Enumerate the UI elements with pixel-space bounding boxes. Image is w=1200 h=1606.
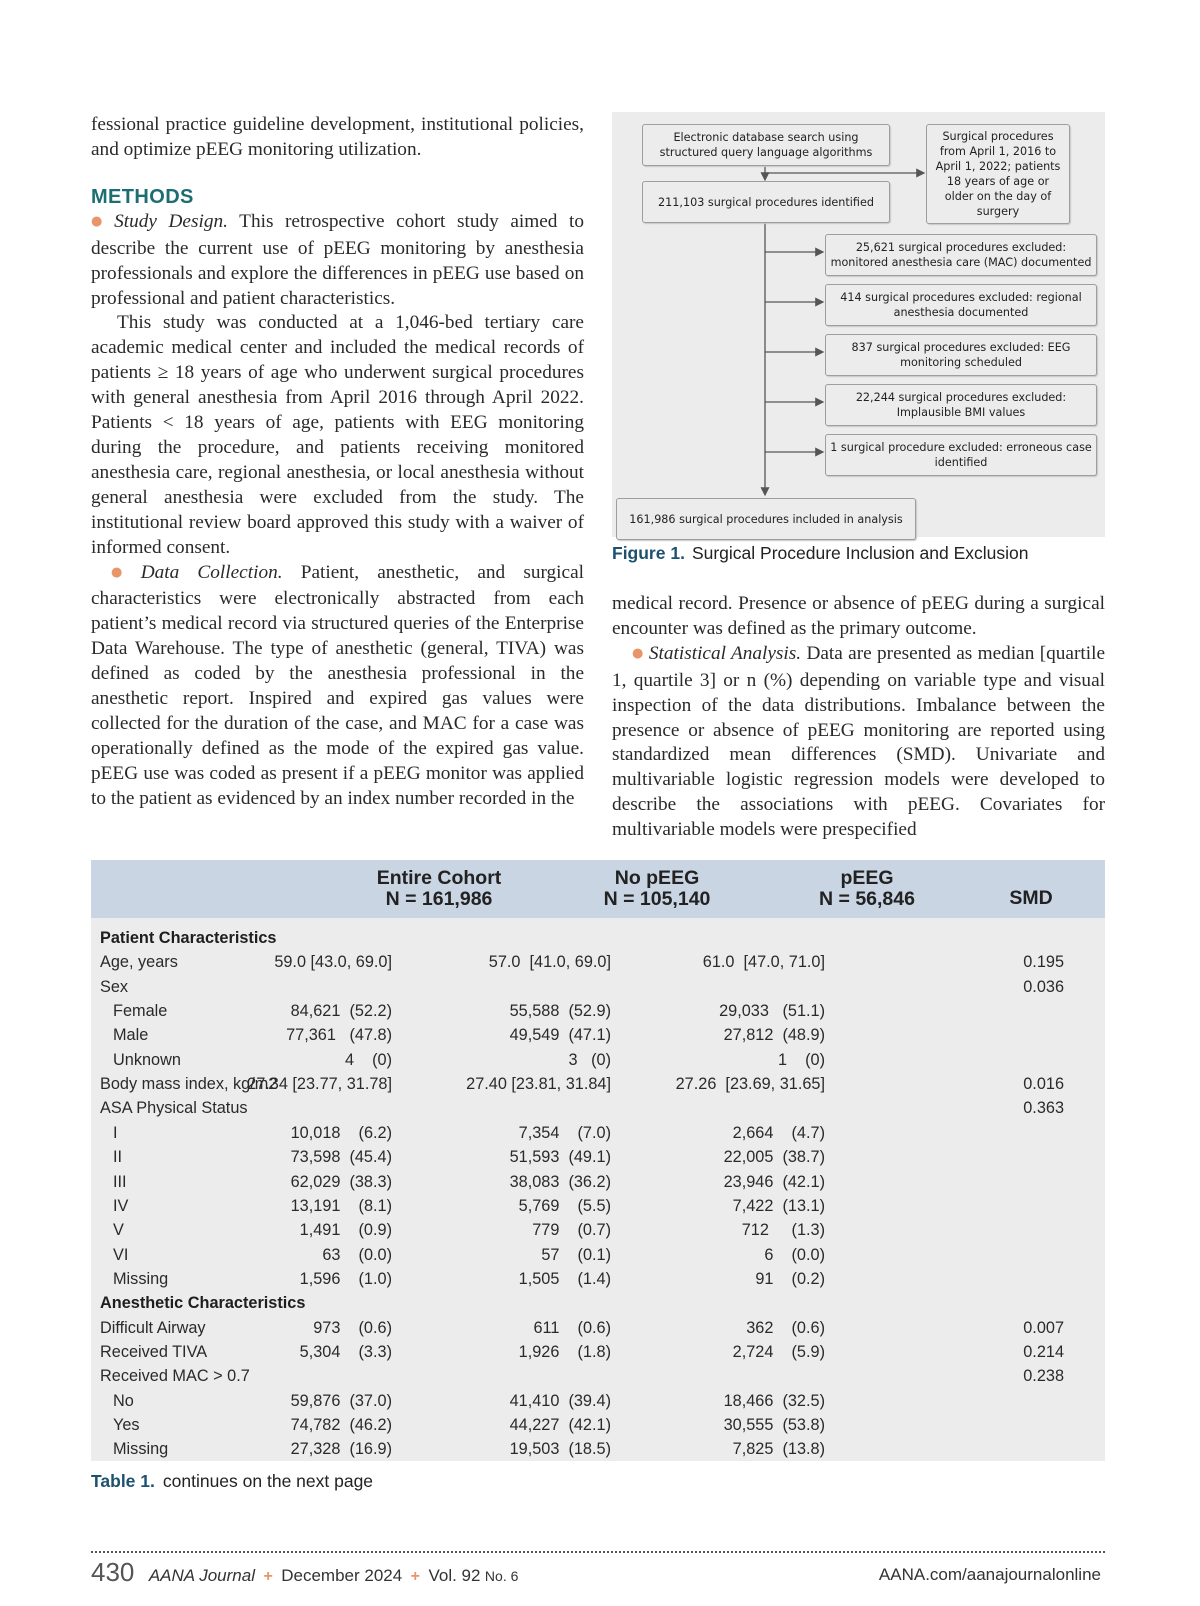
box-exclusion-erroneous: 1 surgical procedure excluded: erroneous case identified	[825, 434, 1097, 476]
left-text-column	[91, 113, 584, 812]
table-row	[91, 1413, 1105, 1438]
table-caption-text: continues on the next page	[162, 1471, 374, 1491]
outcome-paragraph: medical record. Presence or absence of pEEG during a surgical encounter was defined as the primary outcome.	[612, 593, 1105, 639]
row-label: I	[113, 1123, 118, 1142]
cell-peeg: 362 (0.6)	[746, 1318, 825, 1337]
row-label: Anesthetic Characteristics	[100, 1294, 306, 1313]
row-label: No	[113, 1391, 134, 1410]
bullet-icon: ●	[111, 564, 136, 580]
row-label: V	[113, 1221, 124, 1240]
statistical-analysis-body: Data are presented as median [quartile 1, quartile 3] or n (%) depending on variable type and visual inspection of the data distributions. Imbalance between the presence or absence of pEEG monitoring are reported using standardized mean differences (SMD). Univariate and multivariable logistic regression models were developed to describe the associations with pEEG. Covariates for multivariable models were prespecified	[612, 642, 1106, 841]
cell-entire-cohort: 973 (0.6)	[313, 1318, 392, 1337]
header-peeg	[787, 868, 947, 910]
box-inclusion-criteria: Surgical procedures from April 1, 2016 to April 1, 2022; patients 18 years of age or older on the day of surgery	[926, 124, 1070, 224]
cell-entire-cohort: 73,598 (45.4)	[290, 1148, 392, 1167]
cell-peeg: 6 (0.0)	[764, 1245, 825, 1264]
row-label: Male	[113, 1026, 149, 1045]
data-collection-paragraph	[91, 561, 584, 812]
box-procedures-identified: 211,103 surgical procedures identified	[642, 181, 890, 223]
table-row	[91, 999, 1105, 1024]
statistical-analysis-paragraph	[612, 642, 1105, 843]
study-design-body: This retrospective cohort study aimed to describe the current use of pEEG monitoring by anesthesia professionals and explore the differences in pEEG use based on professional and patient characteristics.	[91, 210, 584, 309]
table-row	[91, 975, 1105, 1000]
cell-entire-cohort: 4 (0)	[344, 1050, 392, 1069]
cell-entire-cohort: 1,596 (1.0)	[299, 1269, 392, 1288]
separator-icon: +	[410, 1568, 421, 1585]
cell-peeg: 2,664 (4.7)	[732, 1123, 825, 1142]
table-row	[91, 1121, 1105, 1146]
cell-peeg: 7,825 (13.8)	[732, 1440, 825, 1459]
table-row	[91, 1072, 1105, 1097]
table-row	[91, 950, 1105, 975]
right-text-column	[612, 592, 1105, 843]
cell-no-peeg: 1,926 (1.8)	[518, 1342, 611, 1361]
box-exclusion-regional: 414 surgical procedures excluded: regional anesthesia documented	[825, 284, 1097, 326]
cell-entire-cohort: 84,621 (52.2)	[290, 1002, 392, 1021]
cell-entire-cohort: 74,782 (46.2)	[290, 1416, 392, 1434]
row-label: II	[113, 1148, 123, 1167]
cell-no-peeg: 27.40 [23.81, 31.84]	[466, 1075, 611, 1094]
table-section-row	[91, 1291, 1105, 1316]
cell-entire-cohort: 13,191 (8.1)	[290, 1196, 392, 1215]
table-row	[91, 1096, 1105, 1121]
cell-no-peeg: 44,227 (42.1)	[509, 1416, 611, 1434]
cell-smd: 0.007	[1023, 1318, 1064, 1337]
cell-entire-cohort: 77,361 (47.8)	[286, 1026, 392, 1045]
page-footer	[91, 1557, 1105, 1588]
row-label: ASA Physical Status	[100, 1099, 248, 1118]
header-entire-cohort-n: N = 161,986	[385, 888, 493, 910]
row-label: Age, years	[100, 953, 178, 972]
cell-no-peeg: 5,769 (5.5)	[518, 1196, 611, 1215]
cell-peeg: 1 (0)	[777, 1050, 825, 1069]
box-exclusion-bmi: 22,244 surgical procedures excluded: Implausible BMI values	[825, 384, 1097, 426]
table-section-row	[91, 926, 1105, 951]
row-label: Missing	[113, 1440, 169, 1459]
cell-smd: 0.214	[1023, 1342, 1064, 1361]
header-entire-cohort	[359, 868, 519, 910]
cell-no-peeg: 41,410 (39.4)	[509, 1391, 611, 1410]
cell-smd: 0.195	[1023, 953, 1064, 972]
cell-entire-cohort: 27,328 (16.9)	[290, 1440, 392, 1459]
row-label: Unknown	[113, 1050, 181, 1069]
intro-paragraph: fessional practice guideline development, institutional policies, and optimize pEEG monitoring utilization.	[91, 114, 584, 160]
cell-entire-cohort: 62,029 (38.3)	[290, 1172, 392, 1191]
page-number: 430	[91, 1557, 135, 1587]
cell-peeg: 30,555 (53.8)	[723, 1416, 825, 1434]
cell-entire-cohort: 10,018 (6.2)	[290, 1123, 392, 1142]
cell-peeg: 2,724 (5.9)	[732, 1342, 825, 1361]
cell-no-peeg: 38,083 (36.2)	[509, 1172, 611, 1191]
cell-entire-cohort: 5,304 (3.3)	[299, 1342, 392, 1361]
volume: Vol. 92	[428, 1566, 481, 1585]
cell-peeg: 18,466 (32.5)	[723, 1391, 825, 1410]
cell-peeg: 91 (0.2)	[755, 1269, 825, 1288]
row-label: Body mass index, kg/m2	[100, 1075, 278, 1094]
bullet-icon: ●	[632, 645, 644, 661]
cell-no-peeg: 51,593 (49.1)	[509, 1148, 611, 1167]
cell-no-peeg: 55,588 (52.9)	[509, 1002, 611, 1021]
cell-smd: 0.036	[1023, 977, 1064, 996]
table-row	[91, 1023, 1105, 1048]
table-row	[91, 1364, 1105, 1389]
cell-no-peeg: 49,549 (47.1)	[509, 1026, 611, 1045]
table-row	[91, 1437, 1105, 1462]
cell-peeg: 7,422 (13.1)	[732, 1196, 825, 1215]
box-included: 161,986 surgical procedures included in analysis	[616, 498, 916, 540]
study-design-paragraph	[91, 210, 584, 312]
cell-no-peeg: 611 (0.6)	[533, 1318, 611, 1337]
box-database-search: Electronic database search using structured query language algorithms	[642, 124, 890, 166]
table-caption-label: Table 1.	[91, 1471, 155, 1491]
cell-entire-cohort: 27.34 [23.77, 31.78]	[247, 1075, 392, 1094]
row-label: Sex	[100, 977, 129, 996]
table-row	[91, 1145, 1105, 1170]
cell-peeg: 29,033 (51.1)	[719, 1002, 825, 1021]
row-label: Patient Characteristics	[100, 929, 277, 947]
box-exclusion-eeg: 837 surgical procedures excluded: EEG monitoring scheduled	[825, 334, 1097, 376]
cell-entire-cohort: 63 (0.0)	[322, 1245, 392, 1264]
header-entire-cohort-label: Entire Cohort	[376, 867, 502, 889]
header-no-peeg-label: No pEEG	[614, 867, 700, 889]
row-label: Yes	[113, 1416, 140, 1434]
separator-icon: +	[263, 1568, 273, 1585]
journal-name: AANA Journal	[148, 1566, 255, 1585]
cell-no-peeg: 57 (0.1)	[541, 1245, 611, 1264]
cell-peeg: 27.26 [23.69, 31.65]	[675, 1075, 825, 1094]
header-no-peeg-n: N = 105,140	[603, 888, 711, 910]
statistical-analysis-subhead: Statistical Analysis.	[648, 642, 802, 664]
cell-smd: 0.238	[1023, 1367, 1064, 1386]
cell-entire-cohort: 59,876 (37.0)	[290, 1391, 392, 1410]
cell-no-peeg: 7,354 (7.0)	[518, 1123, 611, 1142]
table-row	[91, 1267, 1105, 1292]
table-row	[91, 1194, 1105, 1219]
row-label: III	[113, 1172, 127, 1191]
cell-peeg: 27,812 (48.9)	[723, 1026, 825, 1045]
cohort-paragraph: This study was conducted at a 1,046-bed tertiary care academic medical center and included the medical records of patients ≥ 18 years of age who underwent surgical procedures with general anesthesia from April 2016 through April 2022. Patients < 18 years of age, patients with EEG monitoring during the procedure, and patients receiving monitored anesthesia care, regional anesthesia, or local anesthesia without general anesthesia were excluded from the study. The institutional review board approved this study with a waiver of informed consent.	[91, 312, 584, 558]
cell-smd: 0.016	[1023, 1075, 1064, 1094]
header-peeg-label: pEEG	[840, 867, 894, 889]
figure-caption-text: Surgical Procedure Inclusion and Exclusion	[691, 543, 1029, 563]
table-row	[91, 1170, 1105, 1195]
table-header	[91, 860, 1105, 918]
header-no-peeg	[577, 868, 737, 910]
data-collection-subhead: Data Collection.	[140, 561, 283, 583]
characteristics-table	[91, 860, 1105, 1461]
cell-peeg: 61.0 [47.0, 71.0]	[702, 953, 825, 972]
study-design-subhead: Study Design.	[114, 210, 228, 232]
journal-url[interactable]: AANA.com/aanajournalonline	[878, 1565, 1101, 1584]
methods-heading: METHODS	[91, 185, 194, 208]
data-collection-body: Patient, anesthetic, and surgical characteristics were electronically abstracted from each patient’s medical record via structured queries of the Enterprise Data Warehouse. The type of anesthetic (general, TIVA) was defined as coded by the anesthesia professional in the anesthetic report. Inspired and expired gas values were collected for the duration of the case, and MAC for a case was operationally defined as the mode of the expired gas value. pEEG use was coded as present if a pEEG monitor was applied to the patient as evidenced by an index number recorded in the	[91, 561, 585, 809]
row-label: IV	[113, 1196, 129, 1215]
table-row	[91, 1048, 1105, 1073]
table-row	[91, 1218, 1105, 1243]
cell-no-peeg: 3 (0)	[568, 1050, 611, 1069]
cell-no-peeg: 19,503 (18.5)	[509, 1440, 611, 1459]
flow-diagram	[612, 112, 1105, 537]
cell-no-peeg: 1,505 (1.4)	[518, 1269, 611, 1288]
row-label: Missing	[113, 1269, 169, 1288]
footer-divider	[91, 1551, 1105, 1553]
box-exclusion-mac: 25,621 surgical procedures excluded: monitored anesthesia care (MAC) documented	[825, 234, 1097, 276]
cell-peeg: 712 (1.3)	[741, 1221, 825, 1240]
cell-entire-cohort: 59.0 [43.0, 69.0]	[274, 953, 392, 972]
cell-peeg: 23,946 (42.1)	[723, 1172, 825, 1191]
figure-caption	[612, 543, 1029, 564]
issue-date: December 2024	[281, 1566, 403, 1585]
cell-entire-cohort: 1,491 (0.9)	[299, 1221, 392, 1240]
table-row	[91, 1340, 1105, 1365]
table-caption	[91, 1471, 373, 1492]
header-peeg-n: N = 56,846	[819, 888, 915, 910]
row-label: VI	[113, 1245, 129, 1264]
row-label: Female	[113, 1002, 168, 1021]
row-label: Received MAC > 0.7	[100, 1367, 250, 1386]
header-smd: SMD	[1009, 887, 1053, 909]
cell-no-peeg: 779 (0.7)	[532, 1221, 611, 1240]
table-row	[91, 1389, 1105, 1414]
issue-number: No. 6	[484, 1568, 519, 1584]
table-row	[91, 1243, 1105, 1268]
cell-no-peeg: 57.0 [41.0, 69.0]	[488, 953, 611, 972]
row-label: Received TIVA	[100, 1342, 208, 1361]
bullet-icon: ●	[91, 213, 110, 229]
row-label: Difficult Airway	[100, 1318, 206, 1337]
figure-caption-label: Figure 1.	[612, 543, 685, 563]
cell-smd: 0.363	[1023, 1099, 1064, 1118]
table-row	[91, 1316, 1105, 1341]
cell-peeg: 22,005 (38.7)	[723, 1148, 825, 1167]
